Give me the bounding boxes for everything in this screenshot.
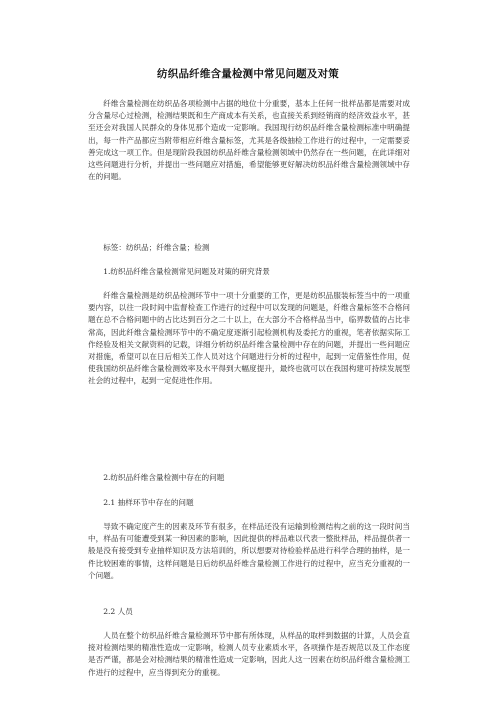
section2-heading-block	[88, 472, 410, 484]
section2-1-heading: 2.1 抽样环节中存在的问题	[103, 498, 194, 507]
section2-2-heading-block	[88, 606, 410, 618]
section2-2-block	[88, 630, 410, 679]
section2-1-paragraph: 导致不确定度产生的因素及环节有很多，在样品还没有运输到检测结构之前的这一段时间当中，样品有可能遭受到某一种因素的影响，因此提供的样品难以代表一整批样品，样品提供者一般是没有接受到专业抽样知识及方法培训的，所以想要对待检验样品进行科学合理的抽样，是一件比较困难的事情，这样问题是日后纺织品纤维含量检测工作进行的过程中，应当充分重视的一个问题。	[88, 522, 410, 580]
document-title: 纺织品纤维含量检测中常见问题及对策	[157, 68, 339, 80]
section1-paragraph: 纤维含量检测是纺织品检测环节中一项十分重要的工作，更是纺织品服装标签当中的一项重要内容，以往一段时间中监督检查工作进行的过程中可以发现的问题是，纤维含量标签不合格问题在总不合格问题中的占比达到百分之二十以上，在大部分不合格样品当中，临界数值的占比非常高，因此纤维含量检测环节中的不确定度逐渐引起检测机构及委托方的重视，笔者依据实际工作经验及相关文献资料的记载，详细分析纺织品纤维含量检测中存在的问题，并提出一些问题应对措施，希望可以在日后相关工作人员对这个问题进行分析的过程中，起到一定借鉴性作用，促使我国纺织品纤维含量检测效率及水平得到大幅度提升，最终也就可以在我国构建可持续发展型社会的过程中，起到一定促进性作用。	[88, 291, 410, 386]
section2-1-block	[88, 521, 410, 582]
section1-heading-block	[88, 266, 410, 278]
section1-heading: 1.纺织品纤维含量检测常见问题及对策的研究背景	[103, 267, 270, 276]
keywords-block	[88, 242, 410, 254]
section2-2-heading: 2.2 人员	[103, 607, 133, 616]
section2-heading: 2.纺织品纤维含量检测中存在的问题	[103, 473, 225, 482]
keywords-line: 标签：纺织品；纤维含量；检测	[103, 243, 210, 252]
intro-paragraph: 纤维含量检测在纺织品各项检测中占据的地位十分重要，基本上任何一批样品都是需要对成分含量尽心过检测，检测结果既和生产商成本有关系，也直接关系到经销商的经济效益水平，甚至还会对我国人民群众的身体见那个造成一定影响。我国现行纺织品纤维含量检测标准中明确提出，每一件产品都应当附带相应纤维含量标签，尤其是各级抽检工作进行的过程中，一定需要妥善完成这一项工作。但是现阶段我国纺织品纤维含量检测领域中仍然存在一些问题，在此详细对这些问题进行分析，并提出一些问题应对措施，希望能够更好解决纺织品纤维含量检测领域中存在的问题。	[88, 99, 410, 182]
section1-block	[88, 290, 410, 388]
intro-block	[88, 98, 410, 183]
section2-2-paragraph: 人员在整个纺织品纤维含量检测环节中都有所体现，从样品的取样到数据的计算，人员会直接对检测结果的精准性造成一定影响，检测人员专业素质水平，各项操作是否规范以及工作态度是否严谨，都是会对检测结果的精准性造成一定影响，因此人这一因素在纺织品纤维含量检测工作进行的过程中，应当得到充分的重视。	[88, 631, 410, 677]
section2-1-heading-block	[88, 497, 410, 509]
